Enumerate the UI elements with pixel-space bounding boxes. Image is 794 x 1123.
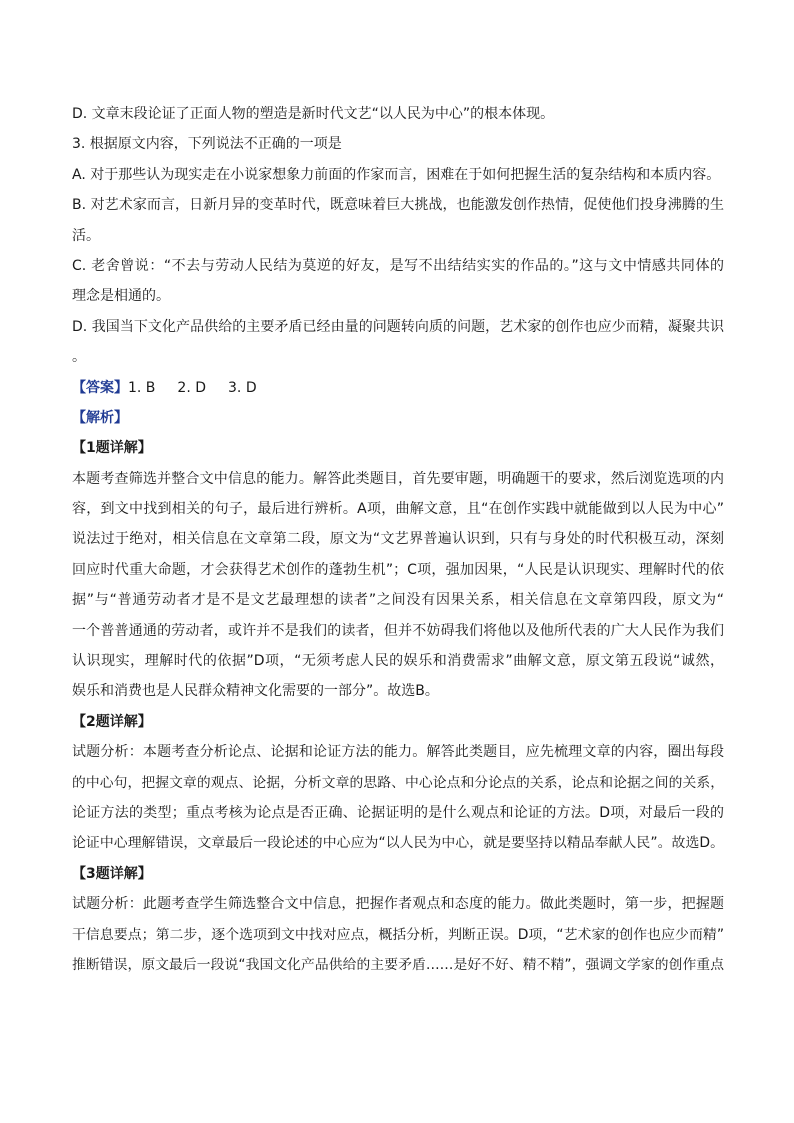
q1-analysis-line: 本题考查筛选并整合文中信息的能力。解答此类题目，首先要审题，明确题干的要求，然后浏览选项的内 (72, 470, 724, 487)
q3-analysis-line: 推断错误，原文最后一段说“我国文化产品供给的主要矛盾……是好不好、精不精”，强调文学家的创作重点 (72, 956, 724, 973)
answer-line (72, 373, 724, 403)
q1-analysis-line: 容，到文中找到相关的句子，最后进行辨析。A项，曲解文意，且“在创作实践中就能做到以人民为中心” (72, 501, 724, 518)
q1-analysis-line: 据”与“普通劳动者才是不是文艺最理想的读者”之间没有因果关系，相关信息在文章第四段，原文为“ (72, 592, 724, 609)
option-d-q2: D. 文章末段论证了正面人物的塑造是新时代文艺“以人民为中心”的根本体现。 (72, 106, 555, 122)
q2-detail-heading: 【2题详解】 (72, 713, 152, 730)
question-3-stem: 3. 根据原文内容，下列说法不正确的一项是 (72, 136, 342, 153)
option-c-q3-line1: C. 老舍曾说：“不去与劳动人民结为莫逆的好友，是写不出结结实实的作品的。”这与文中情感共同体的 (72, 257, 724, 274)
q2-analysis-line: 论证方法的类型；重点考核为论点是否正确、论据证明的是什么观点和论证的方法。D项，对最后一段的 (72, 804, 724, 821)
analysis-heading: 【解析】 (72, 409, 128, 426)
q1-detail-heading: 【1题详解】 (72, 440, 152, 457)
q1-analysis-line: 说法过于绝对，相关信息在文章第二段，原文为“文艺界普遍认识到，只有与身处的时代积极互动，深刻 (72, 531, 724, 548)
q1-analysis-line: 回应时代重大命题，才会获得艺术创作的蓬勃生机”；C项，强加因果，“人民是认识现实、理解时代的依 (72, 561, 724, 578)
option-d-q3-line2: 。 (72, 349, 86, 366)
q2-analysis-line: 的中心句，把握文章的观点、论据，分析文章的思路、中心论点和分论点的关系，论点和论据之间的关系， (72, 774, 724, 791)
answer-1: 1. B (128, 379, 156, 396)
option-a-q3: A. 对于那些认为现实走在小说家想象力前面的作家而言，困难在于如何把握生活的复杂结构和本质内容。 (72, 166, 721, 183)
answer-2: 2. D (177, 379, 207, 396)
q2-analysis-line: 论证中心理解错误，文章最后一段论述的中心应为“以人民为中心，就是要坚持以精品奉献人民”。故选D。 (72, 835, 724, 852)
option-b-q3-line1: B. 对艺术家而言，日新月异的变革时代，既意味着巨大挑战，也能激发创作热情，促使他们投身沸腾的生 (72, 197, 724, 214)
document-body (72, 99, 724, 980)
q3-analysis-line: 干信息要点；第二步，逐个选项到文中找对应点，概括分析，判断正误。D项，“艺术家的创作也应少而精” (72, 926, 724, 943)
q1-analysis-line: 娱乐和消费也是人民群众精神文化需要的一部分”。故选B。 (72, 683, 439, 700)
option-b-q3-line2: 活。 (72, 227, 100, 244)
q3-detail-heading: 【3题详解】 (72, 865, 152, 882)
q2-analysis-line: 试题分析：本题考查分析论点、论据和论证方法的能力。解答此类题目，应先梳理文章的内容，圈出每段 (72, 744, 724, 761)
option-d-q3-line1: D. 我国当下文化产品供给的主要矛盾已经由量的问题转向质的问题，艺术家的创作也应少而精，凝聚共识 (72, 318, 724, 335)
answer-3: 3. D (228, 379, 257, 396)
answer-label: 【答案】 (72, 379, 128, 396)
q3-analysis-line: 试题分析：此题考查学生筛选整合文中信息，把握作者观点和态度的能力。做此类题时，第一步，把握题 (72, 896, 724, 913)
q1-analysis-line: 一个普普通通的劳动者，或许并不是我们的读者，但并不妨碍我们将他以及他所代表的广大人民作为我们 (72, 622, 724, 639)
q1-analysis-line: 认识现实，理解时代的依据”D项，“无须考虑人民的娱乐和消费需求”曲解文意，原文第五段说“诚然， (72, 653, 724, 670)
option-c-q3-line2: 理念是相通的。 (72, 288, 170, 305)
